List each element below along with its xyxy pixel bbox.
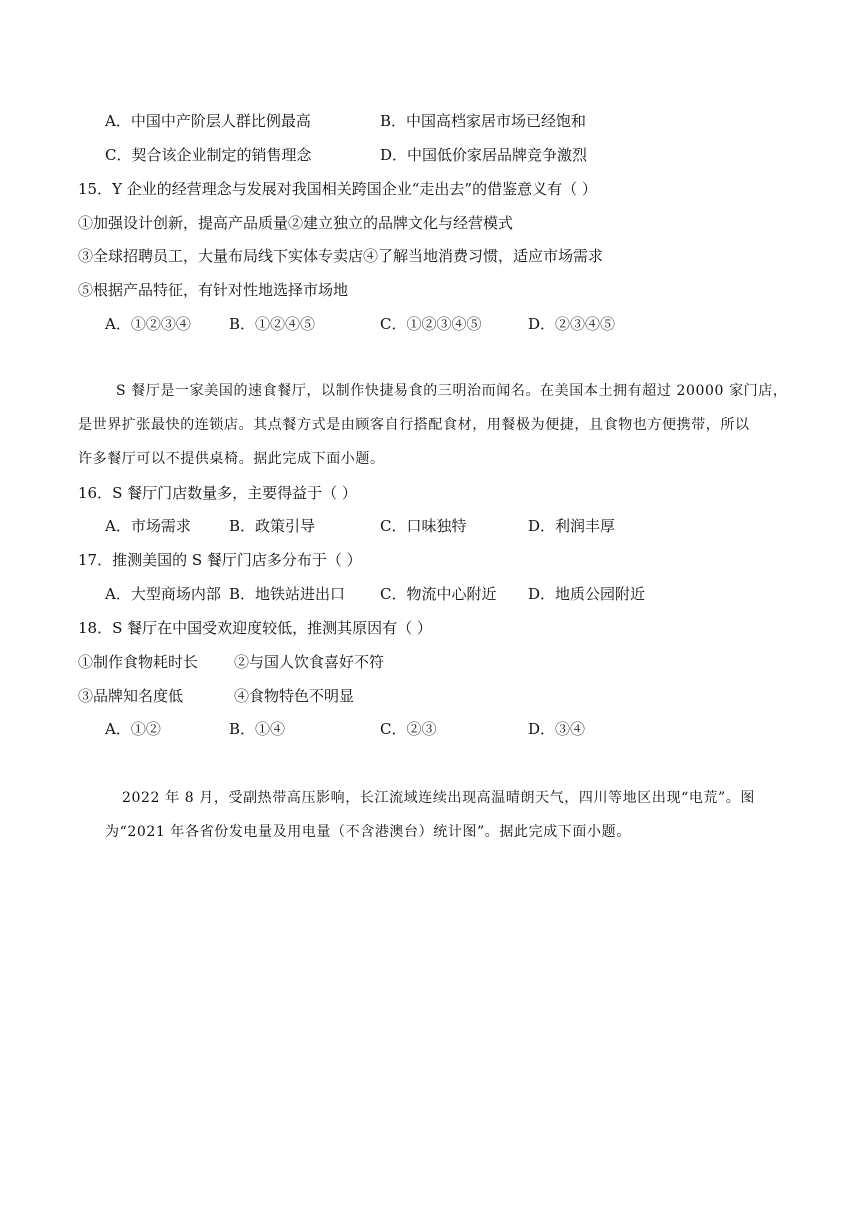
q15-option-d: D．②③④⑤ [528, 315, 616, 333]
passage-s-line-1: S 餐厅是一家美国的速食餐厅，以制作快捷易食的三明治而闻名。在美国本土拥有超过 20000 家门店， [116, 383, 788, 399]
q14-option-a: A．中国中产阶层人群比例最高 [105, 112, 311, 130]
q15-statement-line-3: ⑤根据产品特征，有针对性地选择市场地 [78, 281, 349, 299]
q14-option-d: D．中国低价家居品牌竞争激烈 [380, 146, 588, 164]
q15-option-a: A．①②③④ [105, 315, 191, 333]
passage-s-line-3: 许多餐厅可以不提供桌椅。据此完成下面小题。 [78, 451, 385, 467]
q17-stem: 17．推测美国的 S 餐厅门店多分布于（ ） [78, 551, 362, 569]
q17-option-b: B．地铁站进出口 [229, 585, 346, 603]
q16-option-a: A．市场需求 [105, 517, 191, 535]
q16-stem: 16．S 餐厅门店数量多，主要得益于（ ） [78, 484, 357, 502]
q18-stem: 18．S 餐厅在中国受欢迎度较低，推测其原因有（ ） [78, 619, 432, 637]
q17-option-c: C．物流中心附近 [380, 585, 497, 603]
passage-s-line-2: 是世界扩张最快的连锁店。其点餐方式是由顾客自行搭配食材，用餐极为便捷，且食物也方便携带，所以 [78, 417, 750, 433]
q18-statement-1: ①制作食物耗时长 [78, 653, 199, 671]
q18-option-d: D．③④ [528, 720, 586, 738]
passage-power-line-1: 2022 年 8 月，受副热带高压影响，长江流域连续出现高温晴朗天气，四川等地区出现“电荒”。图 [122, 790, 755, 806]
q18-statement-3: ③品牌知名度低 [78, 687, 184, 705]
q17-option-a: A．大型商场内部 [105, 585, 221, 603]
q18-option-c: C．②③ [380, 720, 437, 738]
q16-option-c: C．口味独特 [380, 517, 467, 535]
q15-stem: 15．Y 企业的经营理念与发展对我国相关跨国企业“走出去”的借鉴意义有（ ） [78, 180, 597, 198]
passage-power-line-2: 为“2021 年各省份发电量及用电量（不含港澳台）统计图”。据此完成下面小题。 [105, 824, 631, 840]
q16-option-d: D．利润丰厚 [528, 517, 616, 535]
q15-statement-line-1: ①加强设计创新，提高产品质量②建立独立的品牌文化与经营模式 [78, 214, 514, 232]
q18-option-b: B．①④ [229, 720, 286, 738]
q15-statement-line-2: ③全球招聘员工，大量布局线下实体专卖店④了解当地消费习惯，适应市场需求 [78, 247, 604, 265]
q16-option-b: B．政策引导 [229, 517, 316, 535]
q18-statement-2: ②与国人饮食喜好不符 [234, 653, 385, 671]
q15-option-b: B．①②④⑤ [229, 315, 316, 333]
q14-option-b: B．中国高档家居市场已经饱和 [380, 112, 587, 130]
q17-option-d: D．地质公园附近 [528, 585, 646, 603]
q18-statement-4: ④食物特色不明显 [234, 687, 355, 705]
q18-option-a: A．①② [105, 720, 161, 738]
q15-option-c: C．①②③④⑤ [380, 315, 482, 333]
q14-option-c: C．契合该企业制定的销售理念 [105, 146, 312, 164]
